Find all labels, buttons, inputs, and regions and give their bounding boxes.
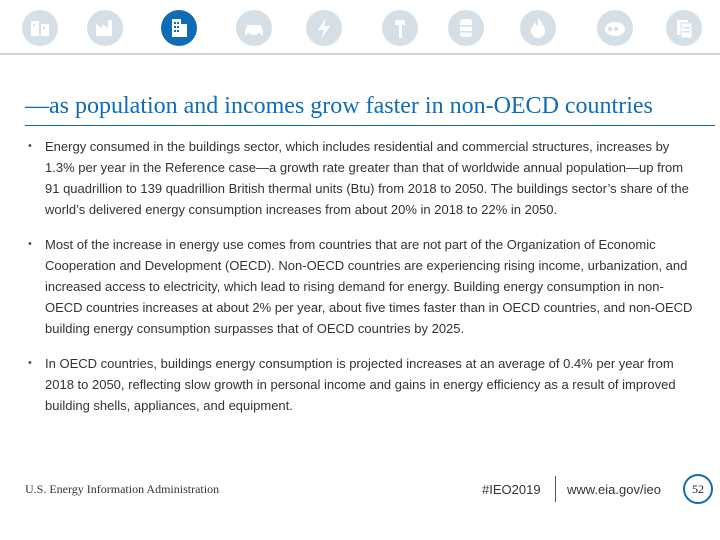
bullet-marker: • (28, 238, 32, 250)
page-number-badge: 52 (683, 474, 713, 504)
industrial-buildings-icon[interactable] (22, 10, 58, 46)
bullet-list (28, 136, 700, 430)
car-icon[interactable] (236, 10, 272, 46)
topic-icon-bar (0, 0, 720, 58)
bullet-text: Energy consumed in the buildings sector, which includes residential and commercial structures, increases by 1.3% per year in the Reference case—a growth rate greater than that of worldwide annual population—up from 91 quadrillion to 139 quadrillion British thermal units (Btu) from 2018 to 2050. The buildings sector’s share of the world’s delivered energy consumption increases from about 20% in 2018 to 22% in 2050. (45, 139, 689, 217)
bullet-item (28, 353, 700, 416)
factory-icon[interactable] (87, 10, 123, 46)
buildings-icon[interactable] (161, 10, 197, 46)
icon-bar-divider (0, 53, 720, 55)
bullet-marker: • (28, 357, 32, 369)
footer-agency-name: U.S. Energy Information Administration (25, 482, 220, 496)
co2-icon[interactable] (597, 10, 633, 46)
documents-icon[interactable] (666, 10, 702, 46)
bullet-text: In OECD countries, buildings energy consumption is projected increases at an average of 0.4% per year from 2018 to 2050, reflecting slow growth in personal income and gains in energy efficiency as a result of improved building shells, appliances, and equipment. (45, 356, 676, 413)
slide-subtitle: —as population and incomes grow faster in non-OECD countries (25, 93, 653, 119)
title-divider (25, 125, 715, 126)
footer-divider (555, 476, 556, 502)
lightning-icon[interactable] (306, 10, 342, 46)
bullet-item (28, 136, 700, 220)
barrel-icon[interactable] (448, 10, 484, 46)
footer-url-link[interactable]: www.eia.gov/ieo (567, 482, 661, 497)
bullet-text: Most of the increase in energy use comes from countries that are not part of the Organization of Economic Cooperation and Development (OECD). Non-OECD countries are experiencing rising income, urbanization, and increased access to electricity, which lead to rising demand for energy. Building energy consumption in non-OECD countries increases at about 2% per year, about five times faster than in OECD countries, and non-OECD building energy consumption surpasses that of OECD countries by 2025. (45, 237, 693, 336)
bullet-item (28, 234, 700, 339)
footer-hashtag: #IEO2019 (482, 482, 541, 497)
bullet-marker: • (28, 140, 32, 152)
hammer-icon[interactable] (382, 10, 418, 46)
flame-icon[interactable] (520, 10, 556, 46)
